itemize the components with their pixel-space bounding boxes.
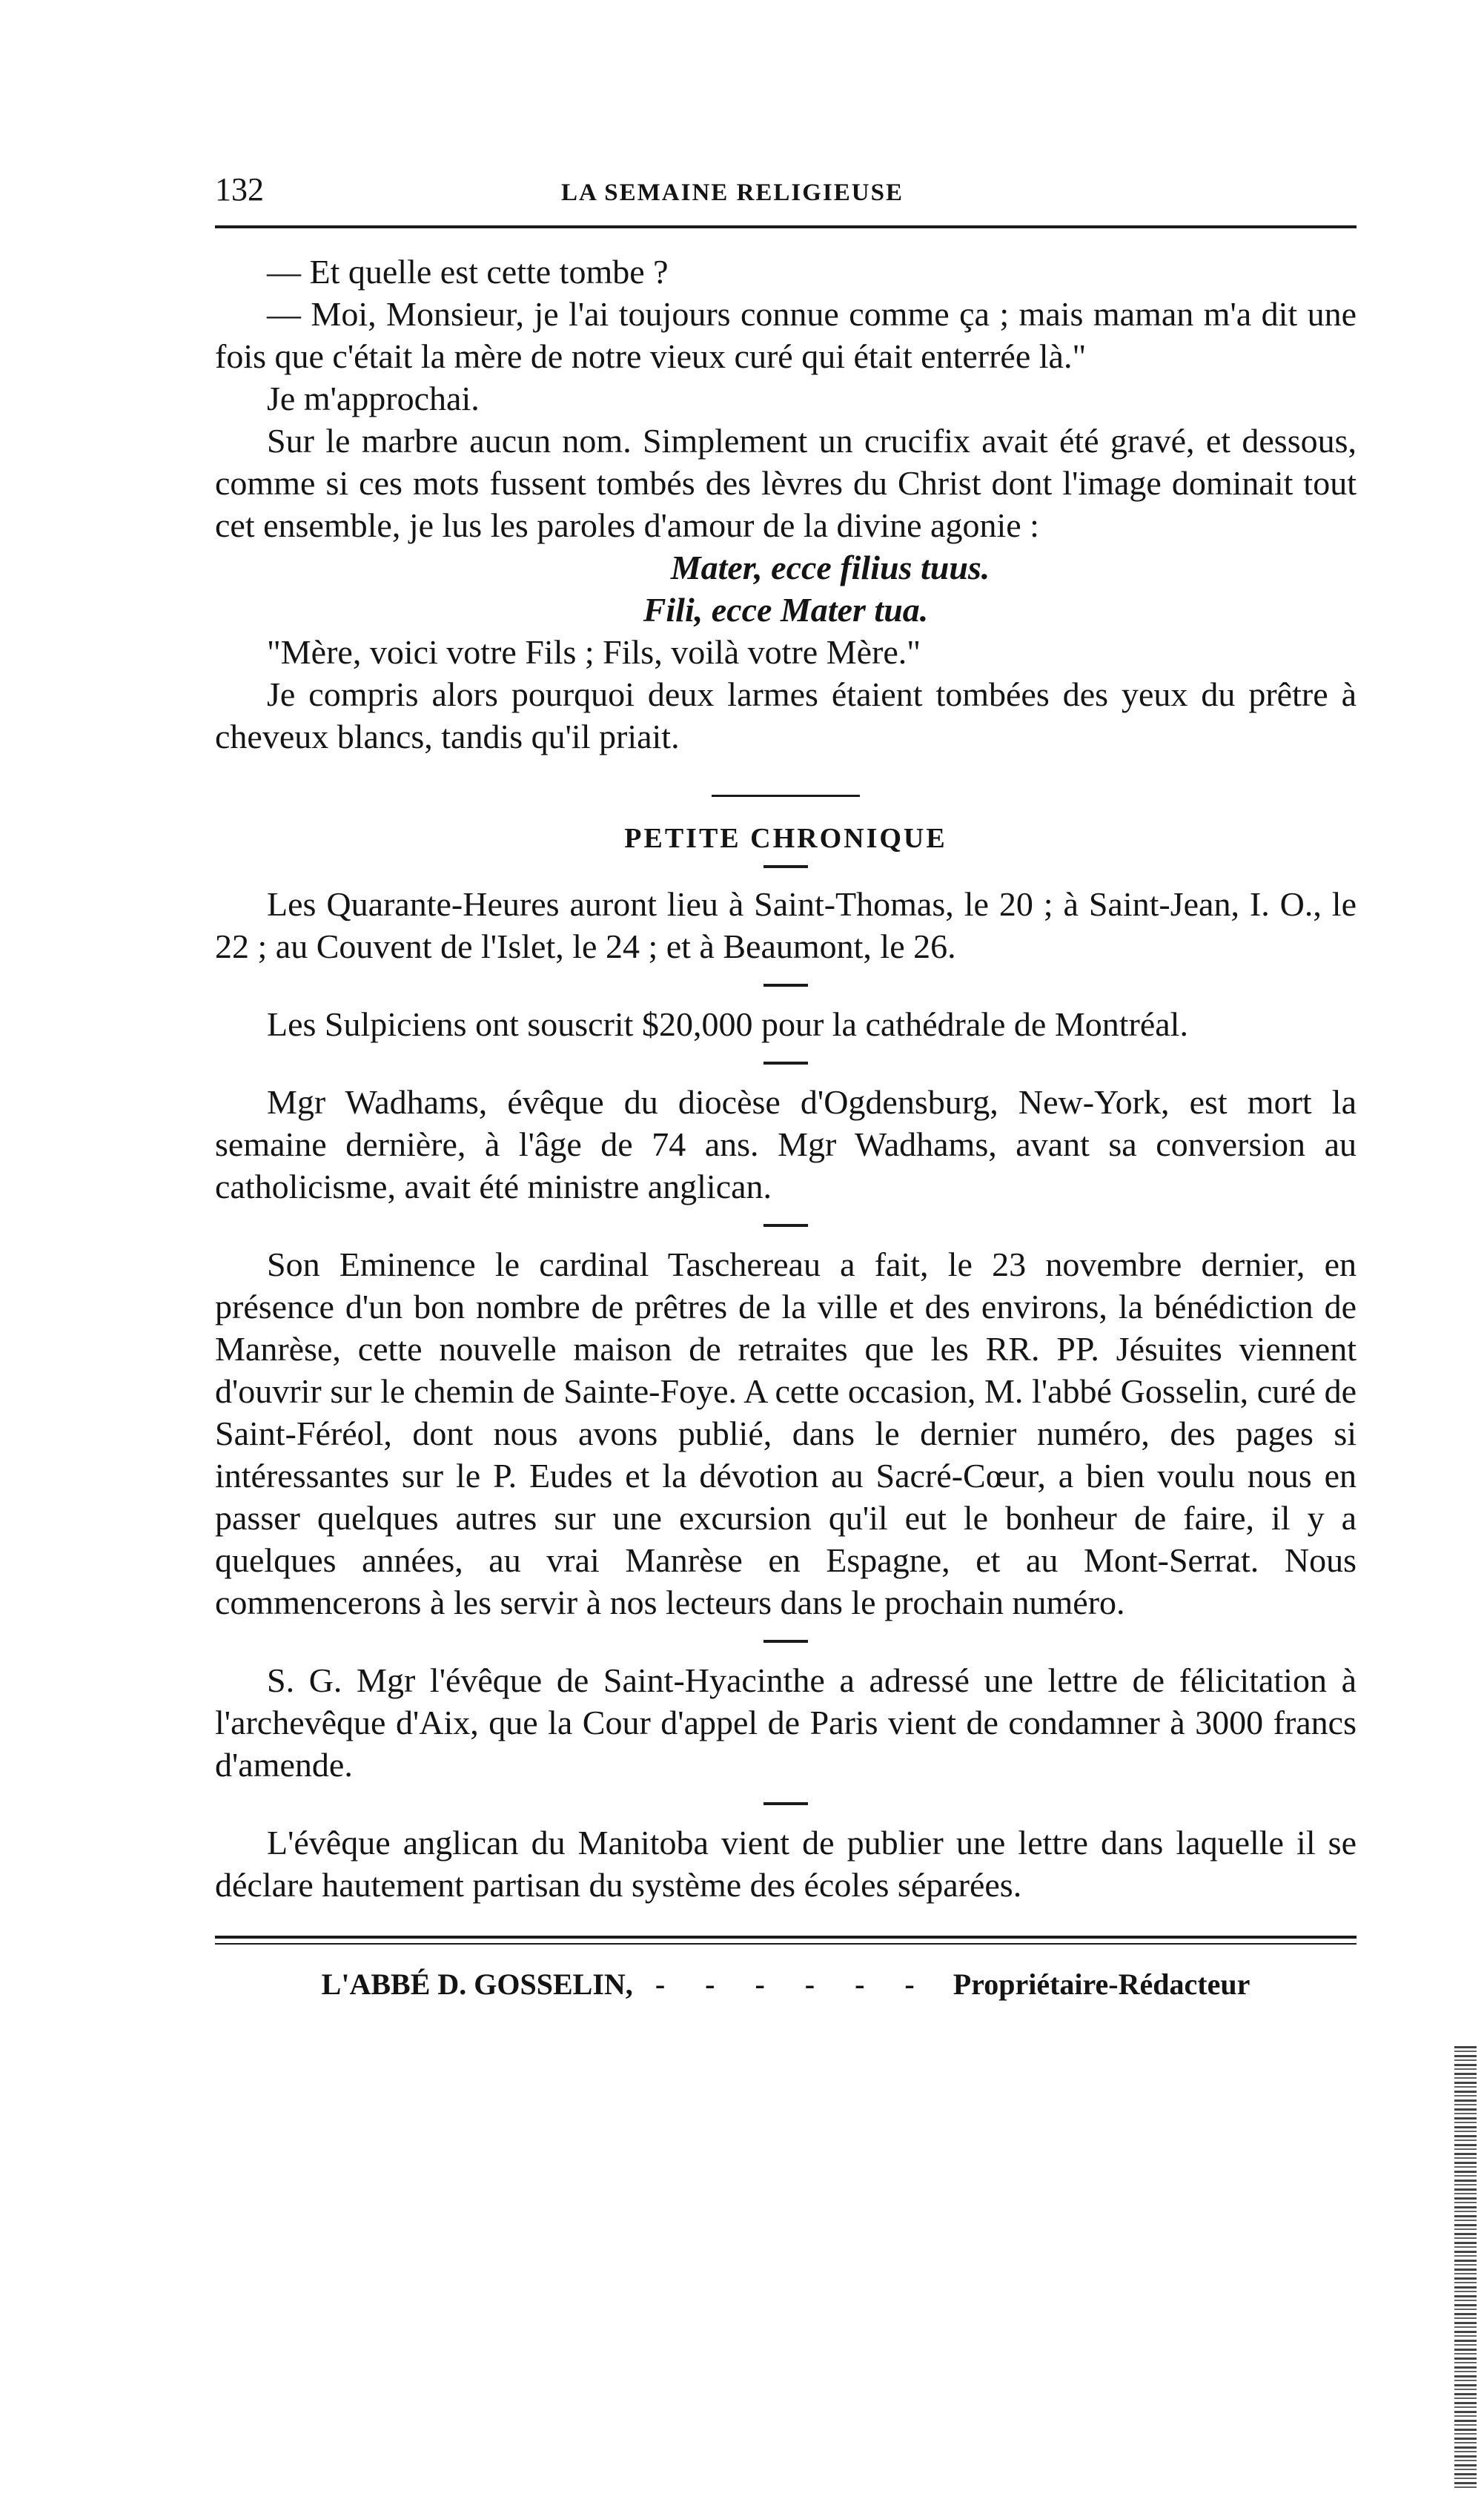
running-title: LA SEMAINE RELIGIEUSE [561,179,904,206]
chronique-item: Son Eminence le cardinal Taschereau a fait, le 23 novembre dernier, en présence d'un bon nombre de prêtres de la ville et des environs, la bénédiction de Manrèse, cette nouvelle maison de retraites que les RR. PP. Jésuites viennent d'ouvrir sur le chemin de Sainte-Foye. A cette occasion, M. l'abbé Gosselin, curé de Saint-Féréol, dont nous avons publié, dans le dernier numéro, des pages si intéressantes sur le P. Eudes et la dévotion au Sacré-Cœur, a bien voulu nous en passer quelques autres sur une excursion qu'il eut le bonheur de faire, il y a quelques années, au vrai Manrèse en Espagne, et au Mont-Serrat. Nous commencerons à les servir à nos lecteurs dans le prochain numéro. [215,1245,1357,1621]
footer-rule [215,1936,1357,1939]
page-footer [215,1967,1357,2002]
story-paragraph-5: "Mère, voici votre Fils ; Fils, voilà votre Mère." [267,633,921,671]
item-dash [763,1224,808,1227]
footer-rule-thin [215,1943,1357,1945]
editor-role: Propriétaire-Rédacteur [953,1968,1251,2001]
story-paragraph-2: — Moi, Monsieur, je l'ai toujours connue comme ça ; mais maman m'a dit une fois que c'était la mère de notre vieux curé qui était enterrée là." [215,295,1357,375]
page-header [215,171,1357,222]
chronique-item: L'évêque anglican du Manitoba vient de publier une lettre dans laquelle il se déclare hautement partisan du système des écoles séparées. [215,1824,1357,1904]
chronique-item: Mgr Wadhams, évêque du diocèse d'Ogdensburg, New-York, est mort la semaine dernière, à l'âge de 74 ans. Mgr Wadhams, avant sa conversion au catholicisme, avait été ministre anglican. [215,1083,1357,1205]
section-heading: PETITE CHRONIQUE [624,823,947,854]
story-paragraph-6: Je compris alors pourquoi deux larmes étaient tombées des yeux du prêtre à cheveux blancs, tandis qu'il priait. [215,675,1357,755]
scan-edge-artifact [1454,2046,1477,2491]
editor-name: L'ABBÉ D. GOSSELIN, [321,1968,633,2001]
item-dash [763,1802,808,1805]
story-paragraph-1: — Et quelle est cette tombe ? [267,253,669,291]
page-number: 132 [215,171,264,208]
header-rule [215,225,1357,228]
chronique-item: Les Sulpiciens ont souscrit $20,000 pour la cathédrale de Montréal. [267,1005,1188,1043]
section-divider [712,795,860,797]
story-paragraph-4: Sur le marbre aucun nom. Simplement un crucifix avait été gravé, et dessous, comme si ces mots fussent tombés des lèvres du Christ dont l'image dominait tout cet ensemble, je lus les paroles d'amour de la divine agonie : [215,422,1357,544]
latin-verse-1: Mater, ecce filius tuus. [670,549,990,586]
chronique-item: Les Quarante-Heures auront lieu à Saint-Thomas, le 20 ; à Saint-Jean, I. O., le 22 ; au Couvent de l'Islet, le 24 ; et à Beaumont, le 26. [215,885,1357,965]
item-dash [763,984,808,987]
story-paragraph-3: Je m'approchai. [267,380,480,417]
item-dash [763,1062,808,1065]
item-dash [763,865,808,868]
page [215,171,1357,2002]
latin-verse-2: Fili, ecce Mater tua. [643,591,929,629]
chronique-item: S. G. Mgr l'évêque de Saint-Hyacinthe a adressé une lettre de félicitation à l'archevêque d'Aix, que la Cour d'appel de Paris vient de condamner à 3000 francs d'amende. [215,1661,1357,1784]
item-dash [763,1640,808,1643]
footer-dots: - - - - - - [655,1968,931,2001]
